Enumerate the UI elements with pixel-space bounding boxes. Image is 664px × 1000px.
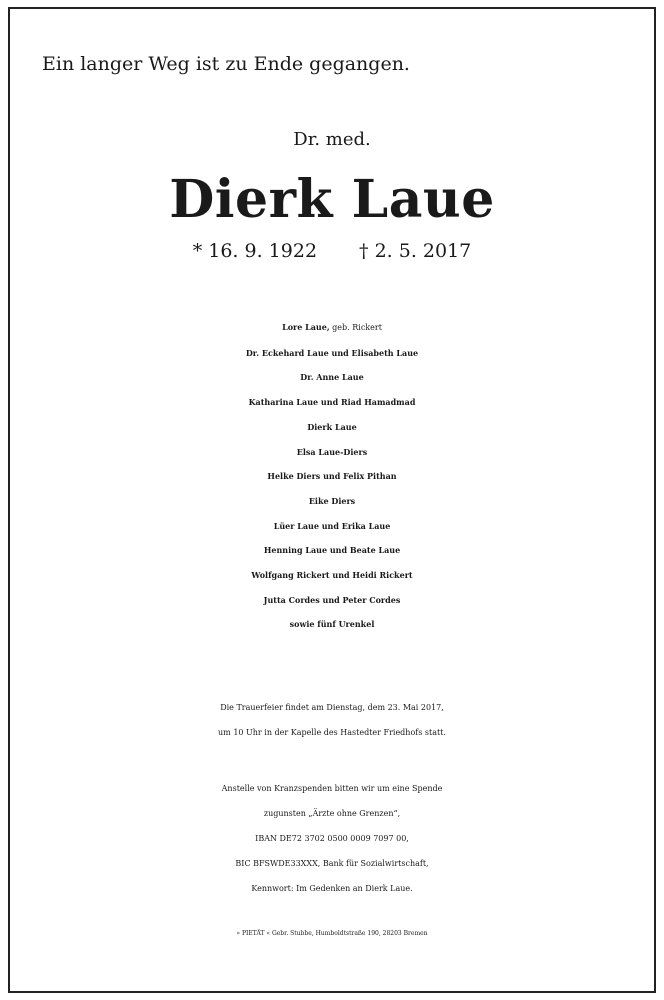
academic-title: Dr. med.: [293, 129, 371, 150]
life-dates: [10, 240, 654, 262]
mourner-line: Henning Laue und Beate Laue: [263, 545, 401, 556]
deceased-name: Dierk Laue: [169, 169, 495, 230]
maiden-name: geb. Rickert: [329, 323, 382, 332]
mourner-line: Wolfgang Rickert und Heidi Rickert: [251, 570, 413, 581]
mourner-line: [10, 315, 654, 341]
death-date: † 2. 5. 2017: [359, 240, 472, 262]
opening-line: Ein langer Weg ist zu Ende gegangen.: [42, 53, 410, 75]
mourner-line: Helke Diers und Felix Pithan: [267, 471, 397, 482]
mourner-line: Elsa Laue-Diers: [296, 446, 368, 457]
mourner-line: Lüer Laue und Erika Laue: [273, 520, 391, 531]
donation-line: Kennwort: Im Gedenken an Dierk Laue.: [251, 884, 413, 893]
donation-line: Anstelle von Kranzspenden bitten wir um eine Spende: [221, 784, 443, 793]
birth-date: * 16. 9. 1922: [192, 240, 318, 262]
mourner-line: Dierk Laue: [307, 421, 357, 432]
mourner-line: Eike Diers: [308, 495, 356, 506]
mourners-list: [10, 315, 654, 637]
mourner-line: Dr. Anne Laue: [300, 372, 364, 383]
undertaker-line: » PIETÄT « Gebr. Stubbe, Humboldtstraße 190, 28203 Bremen: [236, 930, 428, 937]
ceremony-line: Die Trauerfeier findet am Dienstag, dem 23. Mai 2017,: [220, 703, 444, 712]
donation-line: BIC BFSWDE33XXX, Bank für Sozialwirtschaft,: [235, 859, 429, 868]
mourner-line: Katharina Laue und Riad Hamadmad: [248, 397, 416, 408]
donation-line: IBAN DE72 3702 0500 0009 7097 00,: [255, 834, 409, 843]
mourner-line: Jutta Cordes und Peter Cordes: [263, 594, 401, 605]
ceremony-info: [10, 695, 654, 745]
mourner-line: Dr. Eckehard Laue und Elisabeth Laue: [245, 347, 419, 358]
mourner-line: sowie fünf Urenkel: [289, 619, 375, 630]
mourner-name: Lore Laue,: [282, 322, 330, 332]
obituary-frame: [8, 7, 656, 993]
donation-info: [10, 776, 654, 901]
donation-line: zugunsten „Ärzte ohne Grenzen“,: [263, 809, 401, 818]
ceremony-line: um 10 Uhr in der Kapelle des Hastedter Friedhofs statt.: [218, 728, 446, 737]
